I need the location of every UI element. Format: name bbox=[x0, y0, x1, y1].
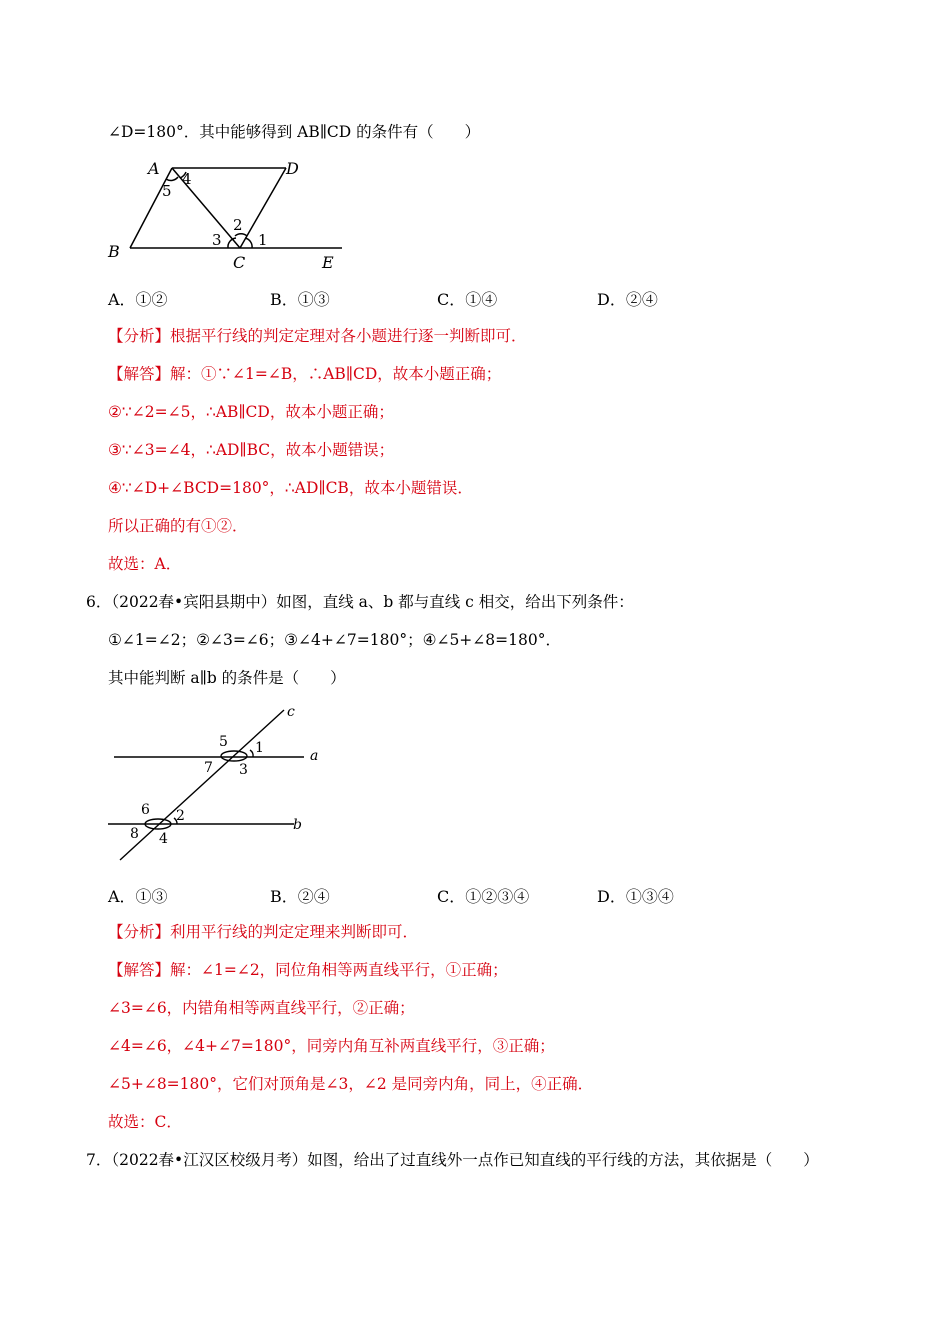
q5-figure bbox=[100, 152, 350, 277]
label-1: 1 bbox=[258, 231, 268, 249]
label-8: 8 bbox=[130, 826, 139, 842]
label-E: E bbox=[322, 253, 334, 272]
q5-stem-tail: ∠D=180°．其中能够得到 AB∥CD 的条件有（ ） bbox=[108, 123, 481, 141]
label-C: C bbox=[233, 253, 246, 272]
q5-option-b[interactable]: B．①③ bbox=[270, 290, 330, 309]
label-1: 1 bbox=[255, 740, 264, 756]
q6-analysis: 【分析】利用平行线的判定定理来判断即可． bbox=[108, 923, 419, 941]
label-b: b bbox=[293, 817, 302, 833]
label-A: A bbox=[148, 159, 160, 178]
label-7: 7 bbox=[204, 760, 213, 776]
q5-solution-line-1: 【解答】解：①∵∠1=∠B，∴AB∥CD，故本小题正确； bbox=[108, 365, 502, 383]
label-c: c bbox=[287, 704, 295, 720]
q5-solution-line-2: ②∵∠2=∠5，∴AB∥CD，故本小题正确； bbox=[108, 403, 394, 421]
label-3: 3 bbox=[239, 762, 248, 778]
label-5: 5 bbox=[162, 182, 172, 200]
label-4: 4 bbox=[182, 170, 192, 188]
q6-option-a[interactable]: A．①③ bbox=[108, 887, 168, 906]
q6-answer: 故选：C． bbox=[108, 1113, 182, 1131]
q6-solution-line-1: 【解答】解：∠1=∠2，同位角相等两直线平行，①正确； bbox=[108, 961, 508, 979]
q5-conclusion: 所以正确的有①②． bbox=[108, 517, 248, 535]
label-6: 6 bbox=[141, 802, 150, 818]
q6-solution-line-4: ∠5+∠8=180°，它们对顶角是∠3，∠2 是同旁内角，同上，④正确． bbox=[108, 1075, 594, 1093]
q7-stem: 7．（2022春•江汉区校级月考）如图，给出了过直线外一点作已知直线的平行线的方法，其依据是（ ） bbox=[86, 1151, 819, 1169]
label-2: 2 bbox=[233, 216, 243, 234]
q5-option-c[interactable]: C．①④ bbox=[437, 290, 498, 309]
q6-solution-line-3: ∠4=∠6，∠4+∠7=180°，同旁内角互补两直线平行，③正确； bbox=[108, 1037, 555, 1055]
q5-option-a[interactable]: A．①② bbox=[108, 290, 168, 309]
label-5: 5 bbox=[219, 734, 228, 750]
q6-option-c[interactable]: C．①②③④ bbox=[437, 887, 530, 906]
label-2: 2 bbox=[176, 808, 185, 824]
q6-question: 其中能判断 a∥b 的条件是（ ） bbox=[108, 669, 346, 687]
q5-option-d[interactable]: D．②④ bbox=[597, 290, 658, 309]
q6-option-d[interactable]: D．①③④ bbox=[597, 887, 674, 906]
q6-conditions: ①∠1=∠2；②∠3=∠6；③∠4+∠7=180°；④∠5+∠8=180°． bbox=[108, 631, 561, 649]
q6-stem: 6．（2022春•宾阳县期中）如图，直线 a、b 都与直线 c 相交，给出下列条件： bbox=[86, 593, 634, 611]
q5-analysis: 【分析】根据平行线的判定定理对各小题进行逐一判断即可． bbox=[108, 327, 527, 345]
q6-figure bbox=[104, 700, 334, 865]
label-a: a bbox=[310, 748, 319, 764]
label-D: D bbox=[286, 159, 299, 178]
q5-solution-line-3: ③∵∠3=∠4，∴AD∥BC，故本小题错误； bbox=[108, 441, 395, 459]
label-B: B bbox=[108, 242, 120, 261]
q6-solution-line-2: ∠3=∠6，内错角相等两直线平行，②正确； bbox=[108, 999, 415, 1017]
q5-solution-line-4: ④∵∠D+∠BCD=180°，∴AD∥CB，故本小题错误． bbox=[108, 479, 473, 497]
label-3: 3 bbox=[212, 231, 222, 249]
q5-answer: 故选：A． bbox=[108, 555, 182, 573]
q6-option-b[interactable]: B．②④ bbox=[270, 887, 330, 906]
label-4: 4 bbox=[159, 831, 168, 847]
